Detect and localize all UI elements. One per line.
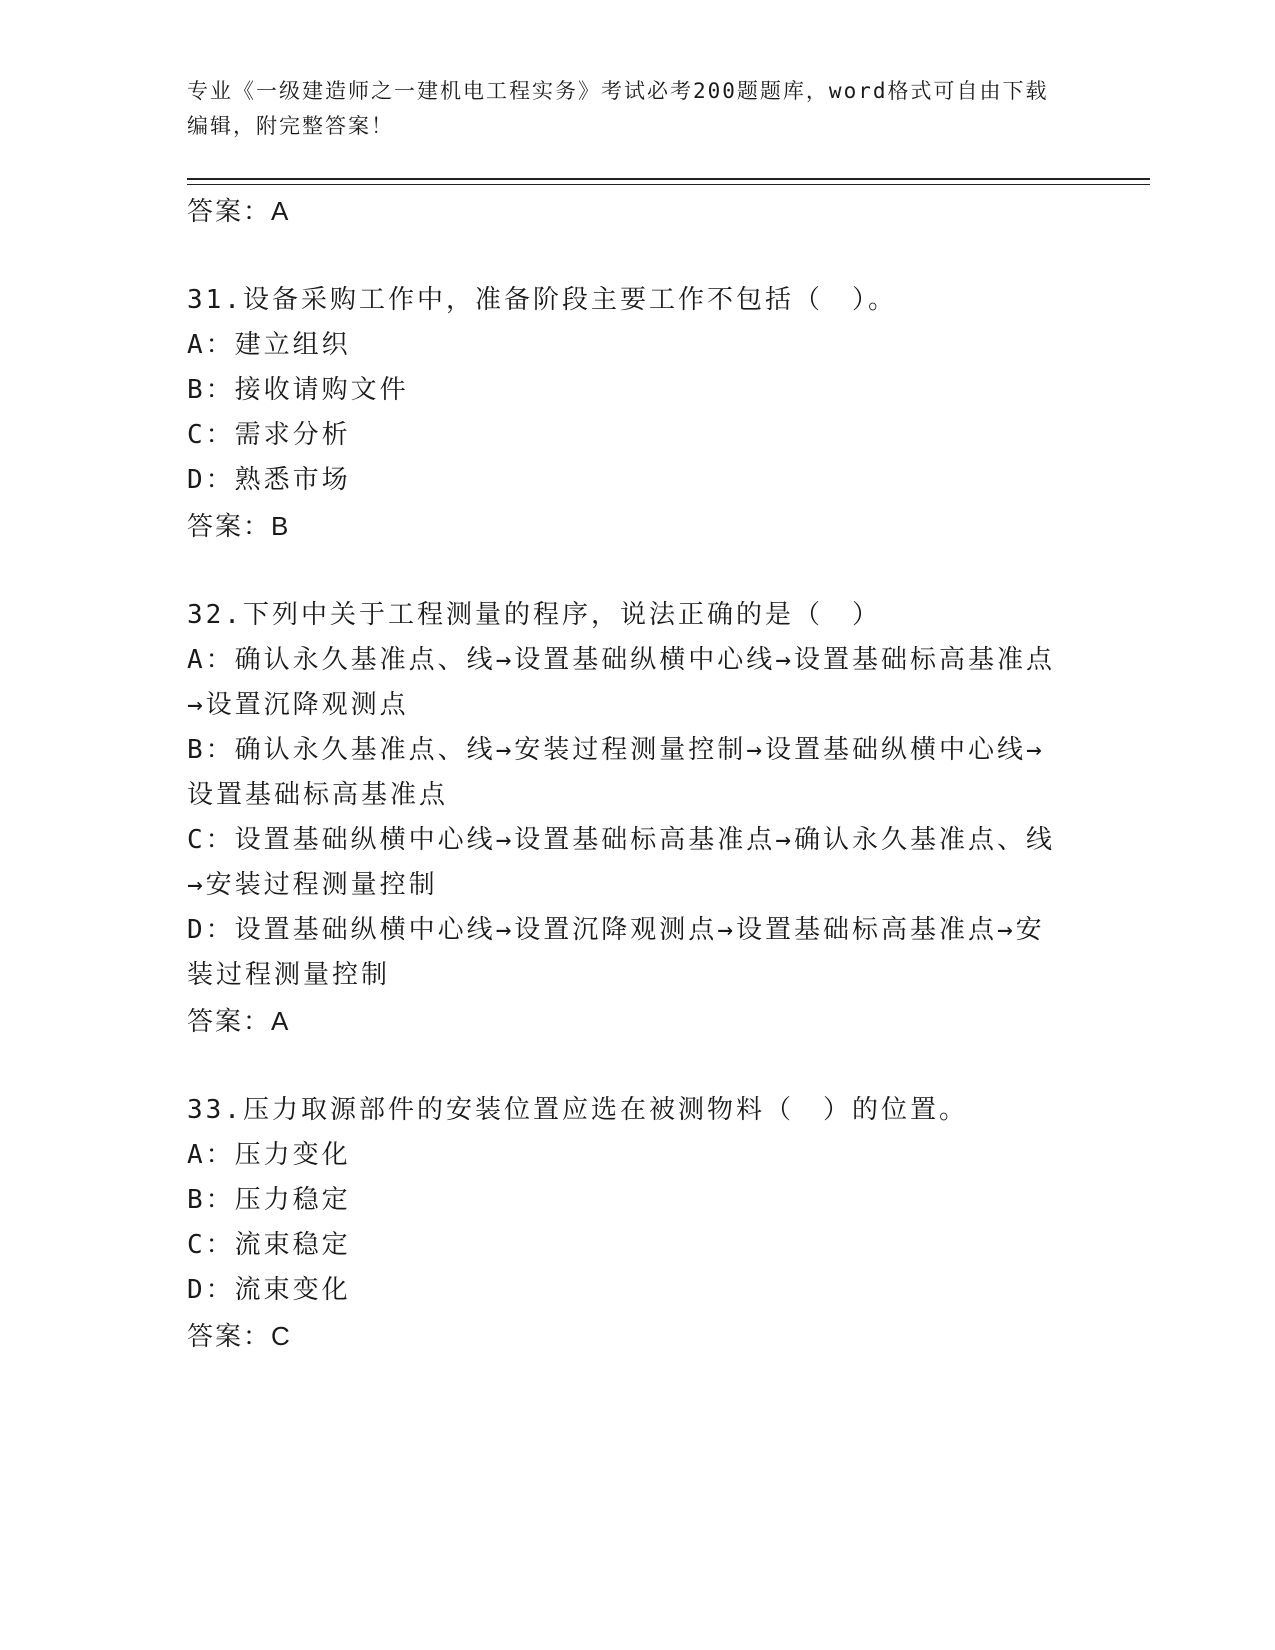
question-32 — [187, 593, 1087, 1044]
question-answer: 答案：B — [187, 511, 291, 541]
question-list — [187, 188, 1087, 1359]
option-a: A：建立组织 — [187, 330, 351, 360]
question-stem: 32.下列中关于工程测量的程序，说法正确的是（ ） — [187, 600, 881, 630]
option-d: D：熟悉市场 — [187, 465, 351, 495]
option-c: C：流束稳定 — [187, 1230, 351, 1260]
option-b: B：确认永久基准点、线→安装过程测量控制→设置基础纵横中心线→设置基础标高基准点 — [187, 735, 1045, 810]
question-answer: 答案：C — [187, 1321, 292, 1351]
document-header-text: 专业《一级建造师之一建机电工程实务》考试必考200题题库，word格式可自由下载编辑，附完整答案！ — [187, 79, 1049, 138]
question-31 — [187, 278, 1087, 549]
question-33 — [187, 1088, 1087, 1359]
option-c: C：设置基础纵横中心线→设置基础标高基准点→确认永久基准点、线→安装过程测量控制 — [187, 825, 1055, 900]
question-stem: 31.设备采购工作中，准备阶段主要工作不包括（ ）。 — [187, 285, 897, 315]
option-d: D：设置基础纵横中心线→设置沉降观测点→设置基础标高基准点→安装过程测量控制 — [187, 915, 1045, 990]
option-b: B：压力稳定 — [187, 1185, 351, 1215]
option-a: A：确认永久基准点、线→设置基础纵横中心线→设置基础标高基准点→设置沉降观测点 — [187, 645, 1055, 720]
option-c: C：需求分析 — [187, 420, 351, 450]
header-divider-thin — [187, 184, 1150, 185]
previous-question-answer: 答案：A — [187, 196, 291, 226]
question-stem: 33.压力取源部件的安装位置应选在被测物料（ ）的位置。 — [187, 1095, 968, 1125]
option-d: D：流束变化 — [187, 1275, 351, 1305]
option-a: A：压力变化 — [187, 1140, 351, 1170]
question-answer: 答案：A — [187, 1006, 291, 1036]
option-b: B：接收请购文件 — [187, 375, 409, 405]
header-divider-thick — [187, 178, 1150, 180]
